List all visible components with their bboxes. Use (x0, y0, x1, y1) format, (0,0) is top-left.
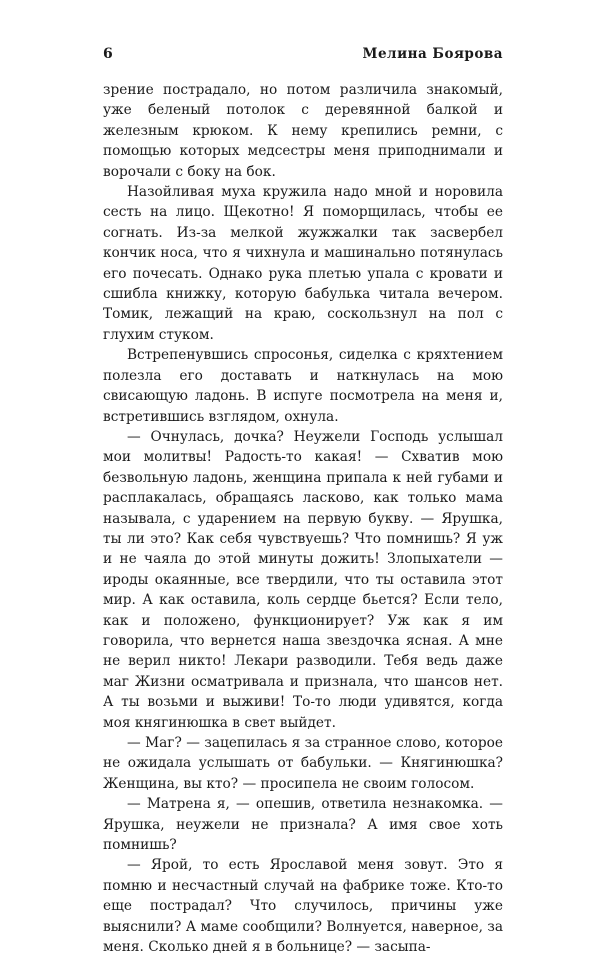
paragraph: Назойливая муха кружила надо мной и норовила сесть на лицо. Щекотно! Я поморщилась, чтобы ее согнать. Из-за мелкой жужжалки так засвербел кончик носа, что я чихнула и машинально потянулась его почесать. Однако рука плетью упала с кровати и сшибла книжку, которую бабулька читала вечером. Томик, лежащий на краю, соскользнул на пол с глухим стуком. (103, 184, 503, 343)
paragraph: — Ярой, то есть Ярославой меня зовут. Это я помню и несчастный случай на фабрике тоже. Кто-то еще пострадал? Что случилось, причины уже выяснили? А маме сообщили? Волнуется, наверное, за меня. Сколько дней я в больнице? — засыпа- (103, 857, 503, 956)
paragraph: зрение пострадало, но потом различила знакомый, уже беленый потолок с деревянной балкой и железным крюком. К нему крепились ремни, с помощью которых медсестры меня приподнимали и ворочали с боку на бок. (103, 82, 503, 180)
paragraph: — Матрена я, — опешив, ответила незнакомка. — Ярушка, неужели не признала? А имя свое хоть помнишь? (103, 796, 503, 854)
paragraph: — Маг? — зацепилась я за странное слово, которое не ожидала услышать от бабульки. — Княгинюшка? Женщина, вы кто? — просипела не своим голосом. (103, 735, 503, 792)
running-head-author: Мелина Боярова (362, 46, 503, 62)
paragraph: Встрепенувшись спросонья, сиделка с кряхтением полезла его доставать и наткнулась на мою свисающую ладонь. В испуге посмотрела на меня и, встретившись взглядом, охнула. (103, 347, 503, 425)
page-number: 6 (103, 46, 113, 62)
page-body (103, 80, 503, 957)
page-header (103, 44, 503, 68)
paragraph: — Очнулась, дочка? Неужели Господь услышал мои молитвы! Радость-то какая! — Схватив мою безвольную ладонь, женщина припала к ней губами и расплакалась, обращаясь ласково, как только мама называла, с ударением на первую букву. — Ярушка, ты ли это? Как себя чувствуешь? Что помнишь? Я уж и не чаяла до этой минуты дожить! Злопыхатели — ироды окаянные, все твердили, что ты оставила этот мир. А как оставила, коль сердце бьется? Если тело, как и положено, функционирует? Уж как я им говорила, что вернется наша звездочка ясная. А мне не верил никто! Лекари разводили. Тебя ведь даже маг Жизни осматривала и признала, что шансов нет. А ты возьми и выживи! То-то люди удивятся, когда моя княгинюшка в свет выйдет. (103, 428, 503, 731)
